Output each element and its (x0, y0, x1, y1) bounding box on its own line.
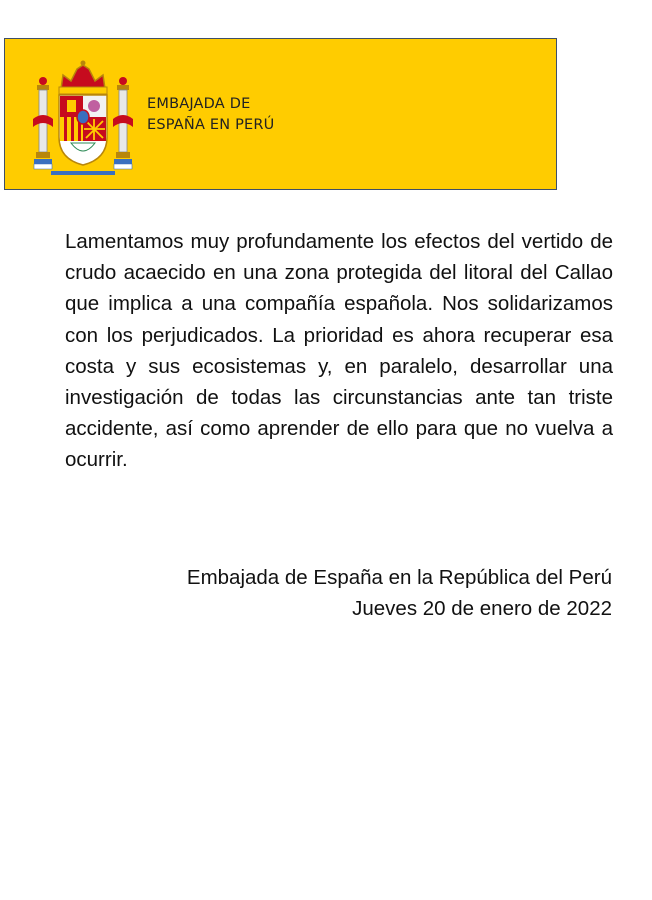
embassy-name-line1: EMBAJADA DE (147, 96, 251, 112)
embassy-name (147, 94, 275, 136)
signature-block (140, 562, 612, 624)
statement-paragraph: Lamentamos muy profundamente los efectos del vertido de crudo acaecido en una zona protegida del litoral del Callao que implica a una compañía española. Nos solidarizamos con los perjudicados. La prioridad es ahora recuperar esa costa y sus ecosistemas y, en paralelo, desarrollar una investigación de todas las circunstancias ante tan triste accidente, así como aprender de ello para que no vuelva a ocurrir. (65, 230, 613, 472)
embassy-name-line2: ESPAÑA EN PERÚ (147, 117, 275, 133)
signature-issuer: Embajada de España en la República del Perú (186, 566, 612, 589)
signature-date: Jueves 20 de enero de 2022 (352, 597, 612, 620)
spain-coat-of-arms-icon (31, 59, 135, 177)
header-banner (4, 38, 557, 190)
